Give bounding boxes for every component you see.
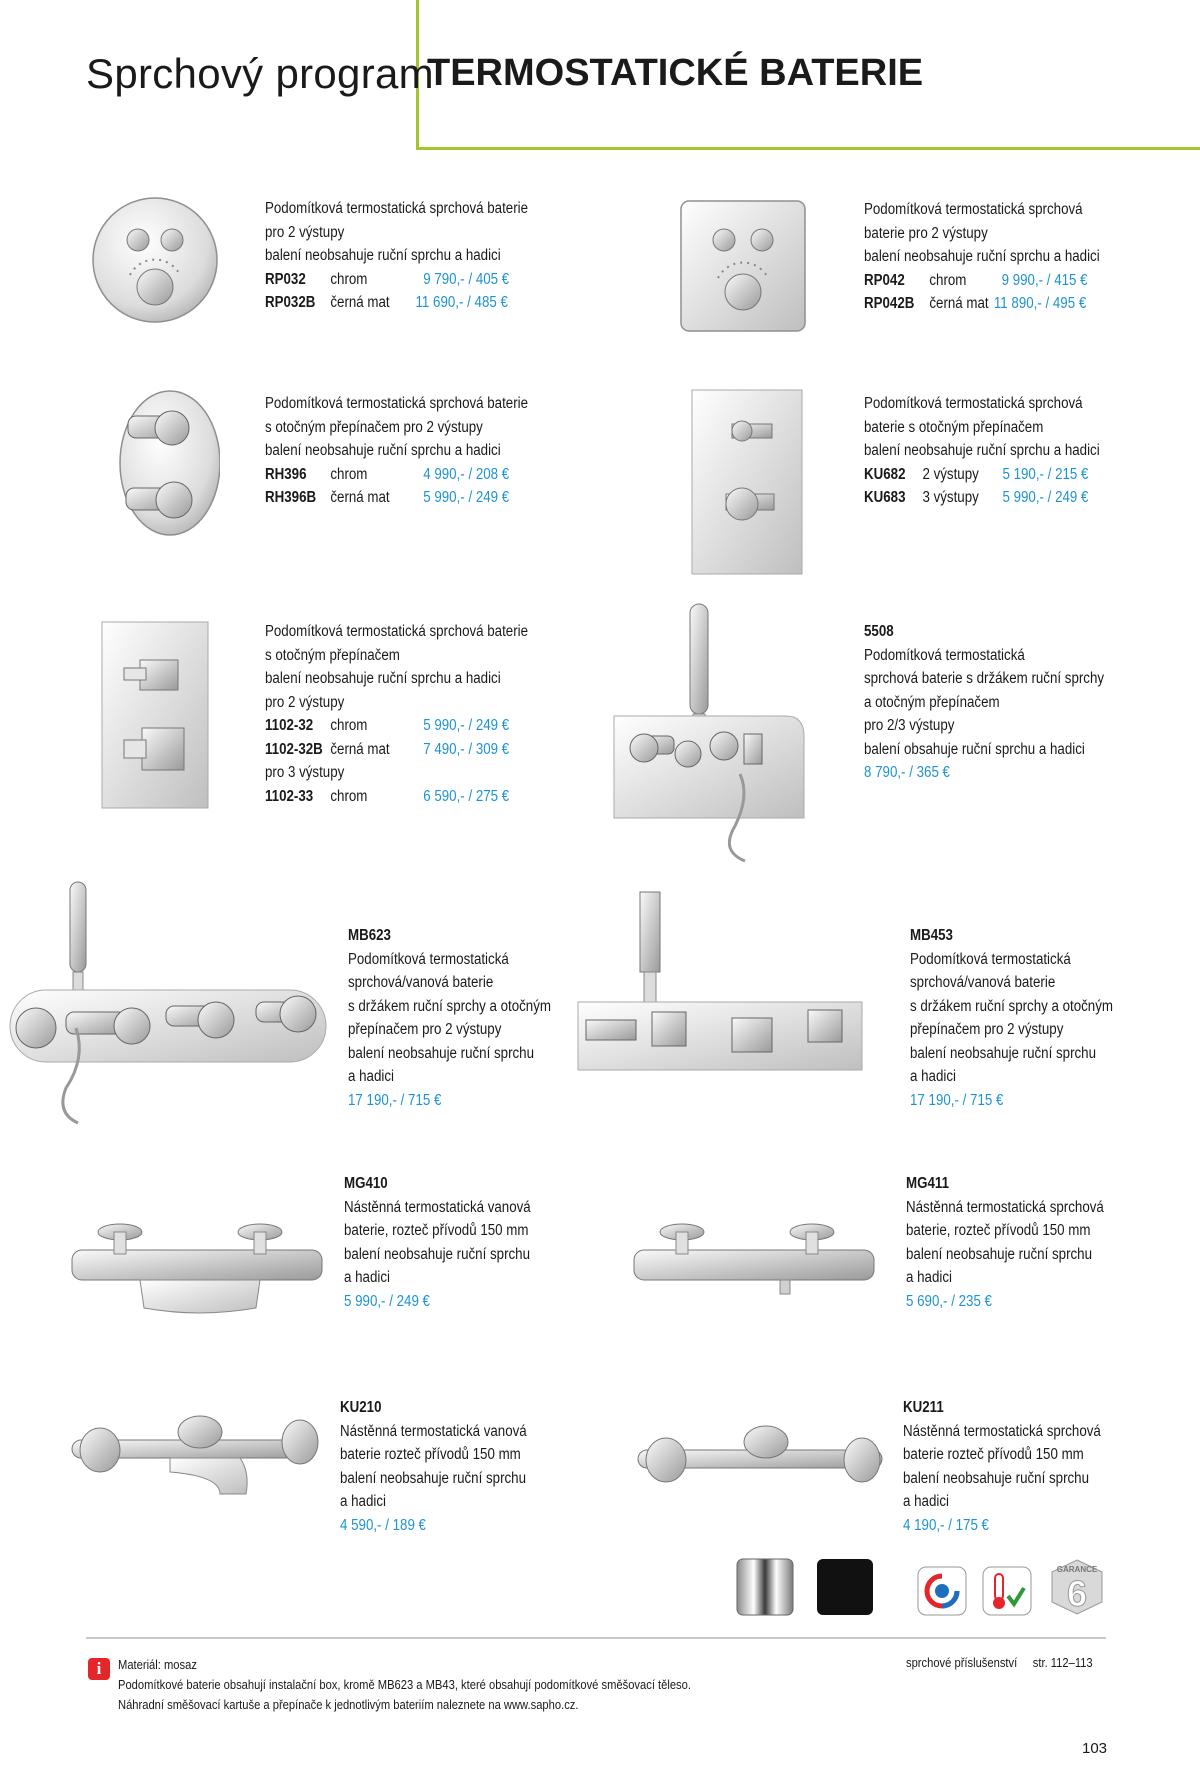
- product-image-rp042: [678, 198, 808, 334]
- desc-line: a hadici: [906, 1269, 952, 1286]
- product-mg410: [344, 1172, 531, 1313]
- finish: černá mat: [330, 740, 390, 758]
- desc-line: balení neobsahuje ruční sprchu: [348, 1044, 535, 1062]
- desc-line: balení neobsahuje ruční sprchu a hadici: [265, 442, 501, 459]
- product-5508: [864, 620, 1104, 785]
- info-icon: i: [88, 1658, 110, 1680]
- product-mg411: [906, 1172, 1104, 1313]
- product-code: RP032: [265, 270, 306, 288]
- product-image-mg410: [70, 1208, 330, 1318]
- product-code: RP042B: [864, 295, 915, 312]
- variant-row: [864, 292, 1100, 316]
- price: 17 190,- / 715 €: [348, 1091, 442, 1109]
- desc-line: balení neobsahuje ruční sprchu a hadici: [864, 442, 1100, 459]
- desc-line: pro 2 výstupy: [265, 223, 345, 241]
- price: 4 590,- / 189 €: [340, 1516, 426, 1534]
- desc-line: s otočným přepínačem pro 2 výstupy: [265, 418, 483, 436]
- product-code: RH396B: [265, 489, 317, 506]
- desc-line: baterie s otočným přepínačem: [864, 418, 1044, 436]
- product-code: KU211: [903, 1399, 944, 1416]
- desc-line: balení neobsahuje ruční sprchu a hadici: [265, 670, 501, 687]
- desc-line: Nástěnná termostatická sprchová: [903, 1422, 1101, 1440]
- product-mb453: [910, 924, 1113, 1112]
- product-rh396: [265, 392, 528, 510]
- desc-line: a hadici: [340, 1493, 386, 1510]
- finish: chrom: [330, 787, 368, 805]
- water-saving-icon: [917, 1566, 967, 1616]
- product-rp042: [864, 198, 1100, 316]
- footer-divider: [86, 1637, 1106, 1639]
- desc-line: baterie, rozteč přívodů 150 mm: [906, 1222, 1091, 1239]
- outlets: 3 výstupy: [922, 489, 979, 506]
- finish: chrom: [330, 465, 368, 483]
- finish: černá mat: [929, 295, 989, 312]
- product-code: 1102-33: [265, 787, 314, 805]
- finish: chrom: [330, 717, 368, 734]
- variant-row: [265, 714, 528, 738]
- product-code: MG410: [344, 1175, 388, 1192]
- desc-line: pro 2 výstupy: [265, 693, 345, 711]
- desc-line: pro 3 výstupy: [265, 764, 345, 781]
- price: 17 190,- / 715 €: [910, 1091, 1004, 1109]
- desc-line: balení neobsahuje ruční sprchu: [910, 1044, 1097, 1062]
- product-1102: [265, 620, 528, 808]
- product-image-rh396: [100, 388, 220, 538]
- product-code: KU683: [864, 489, 906, 506]
- desc-line: a hadici: [903, 1493, 949, 1510]
- desc-line: baterie, rozteč přívodů 150 mm: [344, 1222, 529, 1239]
- page-title: TERMOSTATICKÉ BATERIE: [427, 52, 924, 94]
- product-image-ku211: [636, 1412, 886, 1512]
- finish: chrom: [929, 271, 967, 289]
- page-number: 103: [1082, 1740, 1108, 1757]
- desc-line: s držákem ruční sprchy a otočným: [910, 997, 1113, 1015]
- price: 9 990,- / 415 €: [1001, 271, 1088, 289]
- related-label: sprchové příslušenství: [906, 1655, 1018, 1670]
- desc-line: balení neobsahuje ruční sprchu: [344, 1245, 531, 1263]
- variant-row: [265, 785, 528, 809]
- finish: černá mat: [330, 294, 390, 311]
- desc-line: přepínačem pro 2 výstupy: [348, 1021, 502, 1038]
- price: 4 990,- / 208 €: [423, 465, 510, 483]
- desc-line: s otočným přepínačem: [265, 646, 400, 664]
- desc-line: pro 2/3 výstupy: [864, 717, 955, 734]
- desc-line: Podomítková termostatická: [348, 950, 509, 968]
- price: 5 990,- / 249 €: [423, 489, 510, 506]
- product-mb623: [348, 924, 551, 1112]
- desc-line: sprchová baterie s držákem ruční sprchy: [864, 670, 1105, 687]
- desc-line: Nástěnná termostatická vanová: [340, 1422, 527, 1440]
- desc-line: Nástěnná termostatická sprchová: [906, 1198, 1104, 1216]
- desc-line: a hadici: [344, 1269, 390, 1286]
- product-rp032: [265, 197, 528, 315]
- related-pages: str. 112–113: [1032, 1655, 1093, 1670]
- product-image-ku682: [690, 388, 805, 576]
- product-code: KU210: [340, 1399, 382, 1416]
- product-code: RP042: [864, 271, 905, 289]
- price: 4 190,- / 175 €: [903, 1516, 989, 1534]
- price: 5 690,- / 235 €: [906, 1292, 992, 1310]
- desc-line: Podomítková termostatická sprchová: [864, 201, 1083, 218]
- product-code: 1102-32: [265, 717, 314, 734]
- desc-line: Podomítková termostatická: [864, 646, 1025, 664]
- variant-row: [265, 291, 528, 315]
- product-ku211: [903, 1396, 1101, 1537]
- variant-row: [265, 486, 528, 510]
- material-note: Materiál: mosaz: [118, 1657, 197, 1672]
- desc-line: Podomítková termostatická sprchová: [864, 395, 1083, 412]
- related-reference: [906, 1655, 1093, 1670]
- price: 11 890,- / 495 €: [993, 295, 1087, 312]
- variant-row: [265, 268, 528, 292]
- spare-parts-note: Náhradní směšovací kartuše a přepínače k jednotlivým bateriím naleznete na www.sapho.cz.: [118, 1697, 579, 1712]
- desc-line: sprchová/vanová baterie: [910, 974, 1056, 991]
- desc-line: balení neobsahuje ruční sprchu: [906, 1245, 1093, 1263]
- product-image-ku210: [70, 1412, 320, 1512]
- product-image-5508: [600, 596, 810, 864]
- finish: černá mat: [330, 489, 390, 506]
- price: 9 790,- / 405 €: [423, 270, 510, 288]
- desc-line: a hadici: [910, 1068, 956, 1085]
- desc-line: a otočným přepínačem: [864, 693, 1000, 711]
- product-image-mb623: [6, 878, 336, 1128]
- outlets: 2 výstupy: [922, 465, 979, 483]
- product-code: RH396: [265, 465, 307, 483]
- product-image-rp032: [90, 195, 220, 325]
- price: 5 190,- / 215 €: [1002, 465, 1089, 483]
- variant-row: [864, 269, 1100, 293]
- product-code: MG411: [906, 1175, 949, 1192]
- desc-line: balení neobsahuje ruční sprchu a hadici: [265, 247, 501, 264]
- desc-line: Nástěnná termostatická vanová: [344, 1198, 531, 1216]
- variant-row: [864, 463, 1100, 487]
- footer-notes: [118, 1655, 691, 1715]
- product-code: KU682: [864, 465, 906, 483]
- desc-line: Podomítková termostatická sprchová baterie: [265, 395, 529, 412]
- warranty-badge-icon: [1046, 1556, 1108, 1618]
- variant-row: [864, 486, 1100, 510]
- price: 5 990,- / 249 €: [1002, 489, 1089, 506]
- desc-line: balení neobsahuje ruční sprchu: [903, 1469, 1090, 1487]
- desc-line: balení obsahuje ruční sprchu a hadici: [864, 740, 1085, 758]
- price: 8 790,- / 365 €: [864, 764, 950, 781]
- desc-line: Podomítková termostatická: [910, 950, 1071, 968]
- desc-line: sprchová/vanová baterie: [348, 974, 494, 991]
- product-ku682: [864, 392, 1100, 510]
- product-code: 1102-32B: [265, 740, 323, 758]
- install-note: Podomítkové baterie obsahují instalační box, kromě MB623 a MB43, které obsahují podomítkové směšovací těleso.: [118, 1677, 691, 1692]
- price: 7 490,- / 309 €: [423, 740, 510, 758]
- product-code: MB453: [910, 927, 953, 944]
- desc-line: baterie rozteč přívodů 150 mm: [903, 1446, 1084, 1463]
- desc-line: a hadici: [348, 1068, 394, 1085]
- desc-line: s držákem ruční sprchy a otočným: [348, 997, 551, 1015]
- desc-line: Podomítková termostatická sprchová baterie: [265, 200, 529, 217]
- desc-line: baterie pro 2 výstupy: [864, 224, 988, 242]
- svg-text:GARANCE: GARANCE: [1056, 1565, 1098, 1574]
- desc-line: balení neobsahuje ruční sprchu: [340, 1469, 527, 1487]
- price: 5 990,- / 249 €: [344, 1292, 430, 1310]
- product-code: MB623: [348, 927, 391, 944]
- chrome-swatch-icon: [736, 1558, 794, 1616]
- product-image-mb453: [572, 888, 872, 1108]
- desc-line: baterie rozteč přívodů 150 mm: [340, 1446, 521, 1463]
- desc-line: balení neobsahuje ruční sprchu a hadici: [864, 248, 1100, 265]
- variant-row: [265, 738, 528, 762]
- price: 6 590,- / 275 €: [423, 787, 510, 805]
- desc-line: přepínačem pro 2 výstupy: [910, 1021, 1064, 1038]
- price: 5 990,- / 249 €: [423, 717, 510, 734]
- desc-line: Podomítková termostatická sprchová baterie: [265, 623, 529, 640]
- price: 11 690,- / 485 €: [415, 294, 508, 311]
- product-ku210: [340, 1396, 527, 1537]
- product-image-mg411: [632, 1208, 882, 1308]
- product-code: 5508: [864, 623, 894, 640]
- black-swatch-icon: [816, 1558, 874, 1616]
- variant-row: [265, 463, 528, 487]
- product-image-1102: [100, 620, 210, 810]
- svg-text:6: 6: [1066, 1573, 1088, 1614]
- thermostat-icon: [982, 1566, 1032, 1616]
- section-title: Sprchový program: [86, 50, 434, 97]
- product-code: RP032B: [265, 294, 316, 311]
- finish: chrom: [330, 270, 368, 288]
